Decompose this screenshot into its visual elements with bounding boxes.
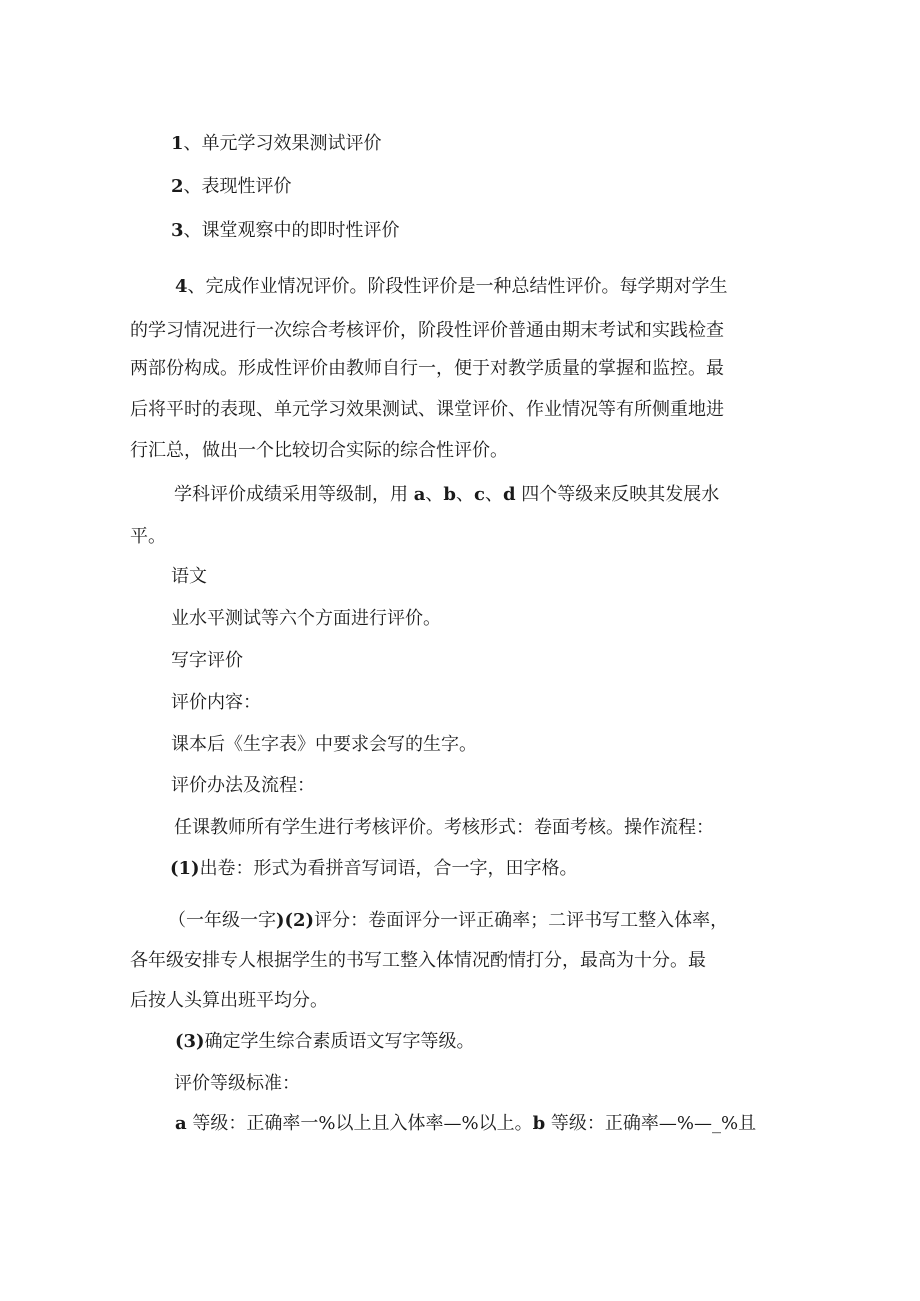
level-b-letter: b <box>532 1113 546 1134</box>
paragraph-4-line-5: 行汇总，做出一个比较切合实际的综合性评价。 <box>130 440 508 461</box>
item-number: 1 <box>171 133 184 154</box>
step-text: 评分：卷面评分一评正确率；二评书写工整入体率， <box>314 910 729 931</box>
step-number: (1) <box>170 858 200 879</box>
separator: 、 <box>456 484 474 505</box>
grading-line-1 <box>174 484 719 506</box>
grading-line-2: 平。 <box>130 526 166 547</box>
list-item-3 <box>171 220 400 242</box>
step-text: （一年级一字 <box>168 910 276 931</box>
grade-d: d <box>502 484 516 505</box>
step-2-line-1 <box>168 910 728 932</box>
step-1 <box>170 858 578 880</box>
item-number: 3 <box>171 220 184 241</box>
method-label: 评价办法及流程： <box>171 775 315 796</box>
step-2-line-3: 后按人头算出班平均分。 <box>130 990 328 1011</box>
separator: 、 <box>484 484 503 505</box>
level-a-text: 等级：正确率一%以上且入体率—%以上。 <box>186 1113 533 1134</box>
list-item-2 <box>171 176 292 198</box>
item-text: 、单元学习效果测试评价 <box>183 133 382 154</box>
content-label: 评价内容： <box>171 692 261 713</box>
step-text: 出卷：形式为看拼音写词语，合一字，田字格。 <box>199 858 578 879</box>
step-number: (3) <box>175 1031 205 1052</box>
grading-text: 学科评价成绩采用等级制，用 <box>174 484 414 505</box>
step-2-line-2: 各年级安排专人根据学生的书写工整入体情况酌情打分，最高为十分。最 <box>130 950 706 971</box>
aspects-text: 业水平测试等六个方面进行评价。 <box>171 608 441 629</box>
step-number: )(2) <box>276 910 315 931</box>
item-text: 、课堂观察中的即时性评价 <box>183 220 400 241</box>
grade-b: b <box>443 484 456 505</box>
paragraph-4-line-2: 的学习情况进行一次综合考核评价，阶段性评价普通由期末考试和实践检查 <box>130 320 724 341</box>
writing-heading: 写字评价 <box>171 650 243 671</box>
level-b-text: 等级：正确率—%—_%且 <box>545 1113 757 1134</box>
item-number: 4 <box>175 276 188 297</box>
content-text: 课本后《生字表》中要求会写的生字。 <box>171 734 477 755</box>
grade-a: a <box>413 484 426 505</box>
step-text: 确定学生综合素质语文写字等级。 <box>204 1031 475 1052</box>
level-a-letter: a <box>175 1113 187 1134</box>
item-text: 、表现性评价 <box>183 176 292 197</box>
paragraph-4-line-4: 后将平时的表现、单元学习效果测试、课堂评价、作业情况等有所侧重地进 <box>130 399 724 420</box>
paragraph-4-line-1 <box>175 276 728 298</box>
level-line <box>175 1113 756 1135</box>
paragraph-text: 、完成作业情况评价。阶段性评价是一种总结性评价。每学期对学生 <box>187 276 728 297</box>
method-text: 任课教师所有学生进行考核评价。考核形式：卷面考核。操作流程： <box>174 817 714 838</box>
grade-c: c <box>474 484 485 505</box>
grading-text: 四个等级来反映其发展水 <box>515 484 720 505</box>
list-item-1 <box>171 133 382 155</box>
standard-label: 评价等级标准： <box>174 1073 300 1094</box>
separator: 、 <box>425 484 444 505</box>
section-heading-chinese: 语文 <box>171 566 207 587</box>
item-number: 2 <box>171 176 184 197</box>
paragraph-4-line-3: 两部份构成。形成性评价由教师自行一，便于对教学质量的掌握和监控。最 <box>130 358 724 379</box>
step-3 <box>175 1031 475 1053</box>
